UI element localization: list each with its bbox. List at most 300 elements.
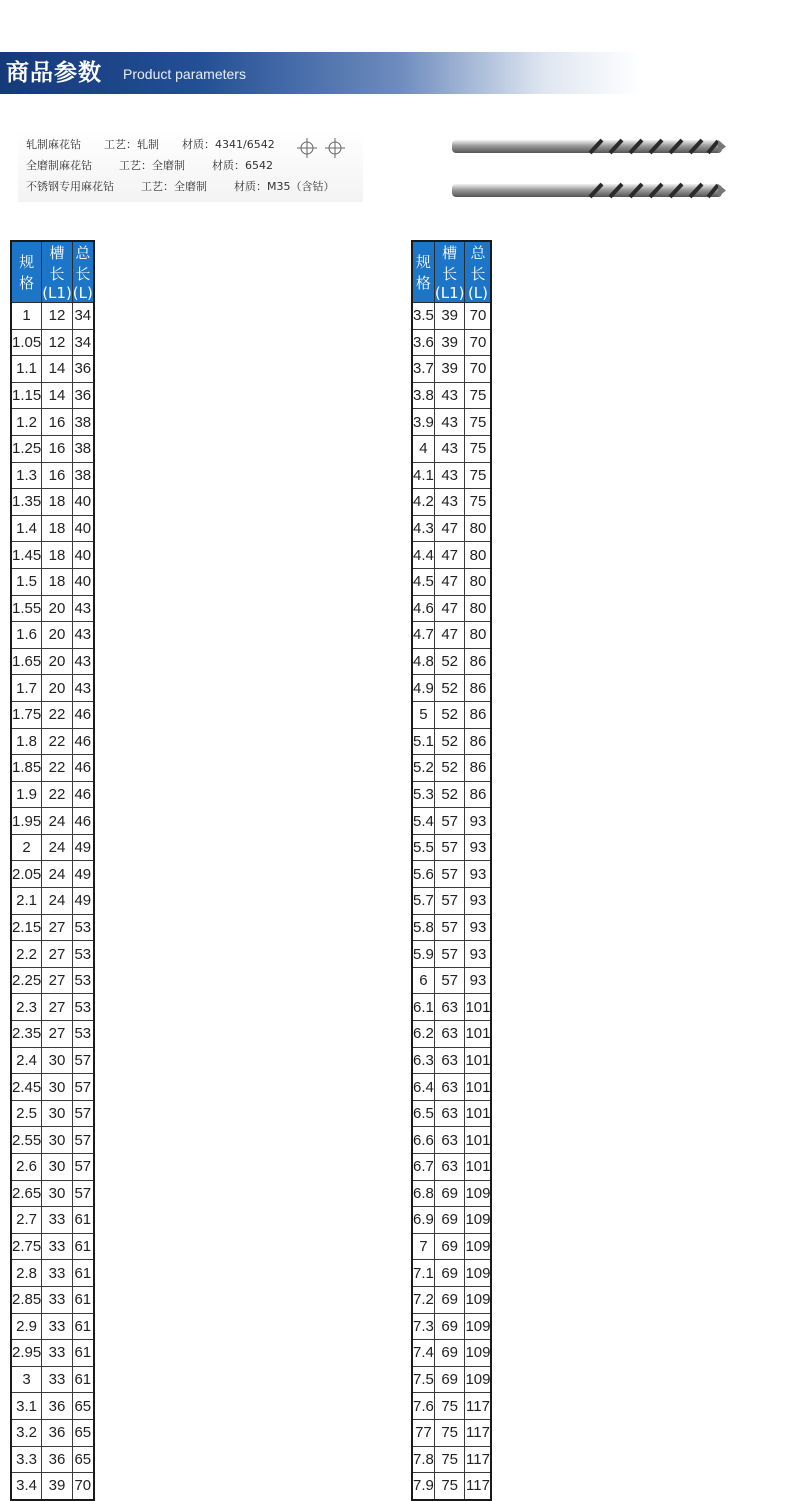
table-row (412, 648, 491, 675)
cell-spec: 7.6 (412, 1393, 434, 1420)
cell-flute-length: 47 (434, 515, 465, 542)
cell-spec: 2.45 (11, 1074, 42, 1101)
cell-spec: 1.95 (11, 808, 42, 835)
drill-bit-image (450, 137, 728, 157)
spec-process: 工艺：轧制 (104, 138, 159, 151)
cell-flute-length: 16 (42, 462, 73, 489)
cell-spec: 2.85 (11, 1286, 42, 1313)
cell-flute-length: 63 (434, 1100, 465, 1127)
cell-total-length: 80 (465, 595, 492, 622)
cell-spec: 2.1 (11, 888, 42, 915)
cell-spec: 1.65 (11, 648, 42, 675)
spec-line-full-ground (26, 159, 273, 173)
table-row (412, 728, 491, 755)
cell-flute-length: 57 (434, 967, 465, 994)
cell-spec: 2.8 (11, 1260, 42, 1287)
cell-flute-length: 69 (434, 1233, 465, 1260)
table-row (412, 994, 491, 1021)
table-row (412, 1340, 491, 1367)
cell-flute-length: 39 (42, 1473, 73, 1500)
cell-flute-length: 52 (434, 755, 465, 782)
cell-flute-length: 18 (42, 515, 73, 542)
cell-total-length: 46 (72, 701, 94, 728)
cell-spec: 5.1 (412, 728, 434, 755)
cell-total-length: 49 (72, 861, 94, 888)
cell-spec: 3.2 (11, 1419, 42, 1446)
table-row (11, 1393, 94, 1420)
cell-total-length: 43 (72, 648, 94, 675)
table-row (412, 755, 491, 782)
cell-flute-length: 18 (42, 489, 73, 516)
cell-spec: 6.7 (412, 1154, 434, 1181)
cell-total-length: 61 (72, 1313, 94, 1340)
cell-flute-length: 43 (434, 462, 465, 489)
cell-total-length: 101 (465, 1021, 492, 1048)
cell-total-length: 101 (465, 1154, 492, 1181)
cell-flute-length: 75 (434, 1473, 465, 1500)
cell-flute-length: 22 (42, 781, 73, 808)
table-row (412, 356, 491, 383)
spec-line-stainless (26, 180, 335, 194)
table-row (412, 941, 491, 968)
table-row (412, 1180, 491, 1207)
cell-flute-length: 30 (42, 1100, 73, 1127)
table-row (11, 515, 94, 542)
table-row (11, 356, 94, 383)
table-row (412, 861, 491, 888)
table-row (11, 489, 94, 516)
cell-total-length: 80 (465, 515, 492, 542)
cell-spec: 1.15 (11, 382, 42, 409)
cell-flute-length: 69 (434, 1366, 465, 1393)
table-row (11, 1127, 94, 1154)
cell-flute-length: 22 (42, 755, 73, 782)
cell-total-length: 61 (72, 1260, 94, 1287)
cell-total-length: 40 (72, 489, 94, 516)
cell-spec: 7 (412, 1233, 434, 1260)
cell-spec: 5.2 (412, 755, 434, 782)
table-row (11, 914, 94, 941)
cell-total-length: 40 (72, 568, 94, 595)
table-row (11, 1446, 94, 1473)
table-row (11, 648, 94, 675)
table-row (11, 941, 94, 968)
cell-flute-length: 43 (434, 382, 465, 409)
table-row (11, 1286, 94, 1313)
cell-spec: 2.4 (11, 1047, 42, 1074)
cell-spec: 3.9 (412, 409, 434, 436)
table-row (11, 1419, 94, 1446)
cell-flute-length: 39 (434, 356, 465, 383)
cell-total-length: 109 (465, 1207, 492, 1234)
table-row (11, 568, 94, 595)
cell-spec: 6.3 (412, 1047, 434, 1074)
table-row (11, 1473, 94, 1500)
spec-name: 轧制麻花钻 (26, 138, 81, 151)
table-row (412, 808, 491, 835)
cell-total-length: 93 (465, 941, 492, 968)
table-row (11, 1260, 94, 1287)
spec-line-rolled (26, 138, 275, 152)
cell-flute-length: 20 (42, 648, 73, 675)
table-row (412, 568, 491, 595)
cell-total-length: 109 (465, 1180, 492, 1207)
table-row (412, 914, 491, 941)
cell-flute-length: 47 (434, 622, 465, 649)
cell-flute-length: 18 (42, 568, 73, 595)
cell-total-length: 86 (465, 755, 492, 782)
cell-total-length: 40 (72, 515, 94, 542)
table-row (412, 1154, 491, 1181)
cell-total-length: 53 (72, 994, 94, 1021)
cell-total-length: 57 (72, 1074, 94, 1101)
table-row (412, 1021, 491, 1048)
cell-flute-length: 33 (42, 1340, 73, 1367)
table-row (11, 675, 94, 702)
cell-spec: 6.4 (412, 1074, 434, 1101)
cell-spec: 6.6 (412, 1127, 434, 1154)
spec-material: 材质：6542 (212, 159, 273, 172)
table-row (412, 489, 491, 516)
cell-spec: 3 (11, 1366, 42, 1393)
cell-flute-length: 20 (42, 595, 73, 622)
cell-total-length: 86 (465, 648, 492, 675)
cell-flute-length: 57 (434, 808, 465, 835)
table-row (11, 1233, 94, 1260)
cell-flute-length: 22 (42, 701, 73, 728)
table-row (11, 382, 94, 409)
cell-flute-length: 69 (434, 1286, 465, 1313)
cell-flute-length: 12 (42, 329, 73, 356)
cell-flute-length: 52 (434, 781, 465, 808)
cell-flute-length: 57 (434, 888, 465, 915)
cell-flute-length: 16 (42, 409, 73, 436)
cell-total-length: 80 (465, 542, 492, 569)
cell-total-length: 53 (72, 941, 94, 968)
cell-spec: 2.15 (11, 914, 42, 941)
cell-spec: 4.4 (412, 542, 434, 569)
cell-flute-length: 43 (434, 435, 465, 462)
cell-spec: 1.7 (11, 675, 42, 702)
cell-spec: 1.05 (11, 329, 42, 356)
table-row (11, 994, 94, 1021)
cell-spec: 1.35 (11, 489, 42, 516)
table-row (412, 462, 491, 489)
cell-total-length: 61 (72, 1207, 94, 1234)
table-header-row (412, 241, 491, 303)
cell-total-length: 70 (465, 303, 492, 330)
table-row (412, 515, 491, 542)
cell-spec: 2.35 (11, 1021, 42, 1048)
cell-flute-length: 33 (42, 1207, 73, 1234)
cell-spec: 3.7 (412, 356, 434, 383)
cell-total-length: 36 (72, 356, 94, 383)
table-row (412, 1313, 491, 1340)
cell-spec: 6.9 (412, 1207, 434, 1234)
spec-material: 材质：M35（含钴） (234, 180, 335, 193)
cell-total-length: 57 (72, 1100, 94, 1127)
cell-spec: 5.7 (412, 888, 434, 915)
cell-flute-length: 30 (42, 1127, 73, 1154)
cell-spec: 1.6 (11, 622, 42, 649)
cell-total-length: 49 (72, 834, 94, 861)
cell-total-length: 75 (465, 489, 492, 516)
cell-total-length: 75 (465, 462, 492, 489)
cell-spec: 1.75 (11, 701, 42, 728)
cell-flute-length: 30 (42, 1154, 73, 1181)
cell-total-length: 93 (465, 808, 492, 835)
cell-spec: 5 (412, 701, 434, 728)
cell-flute-length: 57 (434, 834, 465, 861)
cell-flute-length: 57 (434, 914, 465, 941)
cell-spec: 7.9 (412, 1473, 434, 1500)
cell-total-length: 46 (72, 808, 94, 835)
cell-spec: 2.2 (11, 941, 42, 968)
table-row (11, 462, 94, 489)
cell-spec: 3.8 (412, 382, 434, 409)
cell-total-length: 101 (465, 994, 492, 1021)
cell-flute-length: 24 (42, 888, 73, 915)
cell-flute-length: 33 (42, 1286, 73, 1313)
spec-process: 工艺：全磨制 (119, 159, 185, 172)
cell-spec: 7.2 (412, 1286, 434, 1313)
cell-total-length: 75 (465, 409, 492, 436)
cell-spec: 4.1 (412, 462, 434, 489)
table-row (11, 542, 94, 569)
cell-total-length: 65 (72, 1419, 94, 1446)
cell-spec: 1.4 (11, 515, 42, 542)
cell-spec: 4.9 (412, 675, 434, 702)
cell-spec: 7.1 (412, 1260, 434, 1287)
spec-process: 工艺：全磨制 (141, 180, 207, 193)
table-row (412, 1366, 491, 1393)
cell-total-length: 61 (72, 1366, 94, 1393)
table-row (412, 781, 491, 808)
table-row (11, 435, 94, 462)
cell-flute-length: 57 (434, 941, 465, 968)
cell-spec: 7.8 (412, 1446, 434, 1473)
drill-bit-image (450, 181, 728, 201)
cell-flute-length: 63 (434, 1021, 465, 1048)
cell-flute-length: 20 (42, 675, 73, 702)
cell-spec: 4.2 (412, 489, 434, 516)
table-row (412, 1260, 491, 1287)
table-row (11, 1021, 94, 1048)
cell-flute-length: 24 (42, 861, 73, 888)
table-row (412, 329, 491, 356)
cell-total-length: 61 (72, 1233, 94, 1260)
cell-total-length: 109 (465, 1233, 492, 1260)
cell-spec: 1.45 (11, 542, 42, 569)
table-row (11, 1047, 94, 1074)
cell-total-length: 109 (465, 1313, 492, 1340)
cell-total-length: 93 (465, 888, 492, 915)
cell-spec: 3.6 (412, 329, 434, 356)
cell-total-length: 38 (72, 435, 94, 462)
cell-total-length: 61 (72, 1286, 94, 1313)
cell-spec: 4.8 (412, 648, 434, 675)
spec-name: 全磨制麻花钻 (26, 159, 92, 172)
cell-spec: 2 (11, 834, 42, 861)
cell-flute-length: 75 (434, 1446, 465, 1473)
table-row (412, 1047, 491, 1074)
cell-total-length: 46 (72, 728, 94, 755)
cell-spec: 3.1 (11, 1393, 42, 1420)
table-row (412, 1127, 491, 1154)
header-total-length: 总长(L) (72, 241, 94, 303)
table-row (11, 728, 94, 755)
cell-flute-length: 63 (434, 1074, 465, 1101)
cell-spec: 6.8 (412, 1180, 434, 1207)
cell-total-length: 46 (72, 755, 94, 782)
cell-flute-length: 63 (434, 1127, 465, 1154)
cell-flute-length: 69 (434, 1340, 465, 1367)
cell-spec: 4.7 (412, 622, 434, 649)
table-row (412, 675, 491, 702)
cell-spec: 5.6 (412, 861, 434, 888)
table-row (11, 967, 94, 994)
table-row (412, 382, 491, 409)
table-row (412, 1286, 491, 1313)
cell-spec: 5.9 (412, 941, 434, 968)
drill-tip-crosshair-icon (295, 136, 319, 160)
cell-total-length: 34 (72, 329, 94, 356)
cell-flute-length: 27 (42, 967, 73, 994)
table-row (412, 834, 491, 861)
cell-total-length: 93 (465, 967, 492, 994)
cell-total-length: 57 (72, 1154, 94, 1181)
cell-flute-length: 47 (434, 595, 465, 622)
cell-spec: 5.5 (412, 834, 434, 861)
cell-flute-length: 14 (42, 382, 73, 409)
cell-flute-length: 43 (434, 409, 465, 436)
cell-spec: 6.1 (412, 994, 434, 1021)
cell-flute-length: 63 (434, 1047, 465, 1074)
table-row (412, 435, 491, 462)
table-row (11, 1313, 94, 1340)
cell-total-length: 38 (72, 409, 94, 436)
cell-spec: 7.5 (412, 1366, 434, 1393)
table-row (11, 755, 94, 782)
cell-total-length: 53 (72, 967, 94, 994)
cell-spec: 4 (412, 435, 434, 462)
cell-flute-length: 39 (434, 329, 465, 356)
table-row (11, 409, 94, 436)
cell-flute-length: 52 (434, 675, 465, 702)
cell-flute-length: 39 (434, 303, 465, 330)
cell-total-length: 43 (72, 675, 94, 702)
parameter-table-right (411, 240, 492, 1501)
cell-spec: 2.6 (11, 1154, 42, 1181)
cell-flute-length: 63 (434, 1154, 465, 1181)
cell-total-length: 70 (72, 1473, 94, 1500)
cell-flute-length: 69 (434, 1180, 465, 1207)
cell-total-length: 117 (465, 1393, 492, 1420)
cell-total-length: 70 (465, 329, 492, 356)
cell-total-length: 43 (72, 595, 94, 622)
table-row (11, 595, 94, 622)
cell-total-length: 75 (465, 382, 492, 409)
cell-total-length: 101 (465, 1127, 492, 1154)
cell-spec: 3.3 (11, 1446, 42, 1473)
cell-spec: 3.5 (412, 303, 434, 330)
cell-spec: 1.3 (11, 462, 42, 489)
drill-spec-list (18, 130, 363, 202)
table-row (412, 1473, 491, 1500)
cell-flute-length: 75 (434, 1419, 465, 1446)
table-row (412, 622, 491, 649)
cell-flute-length: 43 (434, 489, 465, 516)
cell-spec: 2.5 (11, 1100, 42, 1127)
drill-tip-crosshair-icon (323, 136, 347, 160)
table-row (11, 622, 94, 649)
cell-spec: 7.4 (412, 1340, 434, 1367)
header-total-length: 总长(L) (465, 241, 492, 303)
cell-total-length: 101 (465, 1074, 492, 1101)
cell-total-length: 109 (465, 1260, 492, 1287)
cell-flute-length: 52 (434, 701, 465, 728)
cell-spec: 1.9 (11, 781, 42, 808)
cell-spec: 1.85 (11, 755, 42, 782)
cell-spec: 1.25 (11, 435, 42, 462)
cell-spec: 1.1 (11, 356, 42, 383)
cell-flute-length: 27 (42, 1021, 73, 1048)
section-banner (0, 52, 800, 94)
cell-spec: 4.3 (412, 515, 434, 542)
cell-flute-length: 36 (42, 1446, 73, 1473)
header-flute-length: 槽长(L1) (42, 241, 73, 303)
cell-total-length: 109 (465, 1366, 492, 1393)
cell-total-length: 57 (72, 1180, 94, 1207)
parameter-table-left (10, 240, 95, 1501)
table-row (11, 329, 94, 356)
cell-flute-length: 33 (42, 1233, 73, 1260)
cell-total-length: 57 (72, 1047, 94, 1074)
cell-spec: 2.3 (11, 994, 42, 1021)
cell-total-length: 75 (465, 435, 492, 462)
cell-spec: 2.55 (11, 1127, 42, 1154)
cell-spec: 5.8 (412, 914, 434, 941)
cell-spec: 6.2 (412, 1021, 434, 1048)
cell-flute-length: 75 (434, 1393, 465, 1420)
cell-spec: 4.5 (412, 568, 434, 595)
cell-spec: 2.75 (11, 1233, 42, 1260)
cell-flute-length: 69 (434, 1313, 465, 1340)
cell-spec: 77 (412, 1419, 434, 1446)
cell-spec: 2.65 (11, 1180, 42, 1207)
cell-spec: 2.9 (11, 1313, 42, 1340)
cell-flute-length: 12 (42, 303, 73, 330)
cell-total-length: 65 (72, 1393, 94, 1420)
table-header-row (11, 241, 94, 303)
table-row (412, 1393, 491, 1420)
cell-total-length: 57 (72, 1127, 94, 1154)
cell-spec: 7.3 (412, 1313, 434, 1340)
cell-total-length: 46 (72, 781, 94, 808)
cell-spec: 5.3 (412, 781, 434, 808)
cell-total-length: 86 (465, 701, 492, 728)
cell-flute-length: 30 (42, 1047, 73, 1074)
cell-flute-length: 14 (42, 356, 73, 383)
table-row (412, 542, 491, 569)
section-subtitle: Product parameters (123, 66, 246, 82)
cell-flute-length: 47 (434, 568, 465, 595)
table-row (11, 1074, 94, 1101)
cell-flute-length: 27 (42, 994, 73, 1021)
header-spec: 规格 (11, 241, 42, 303)
cell-flute-length: 33 (42, 1260, 73, 1287)
cell-flute-length: 30 (42, 1180, 73, 1207)
